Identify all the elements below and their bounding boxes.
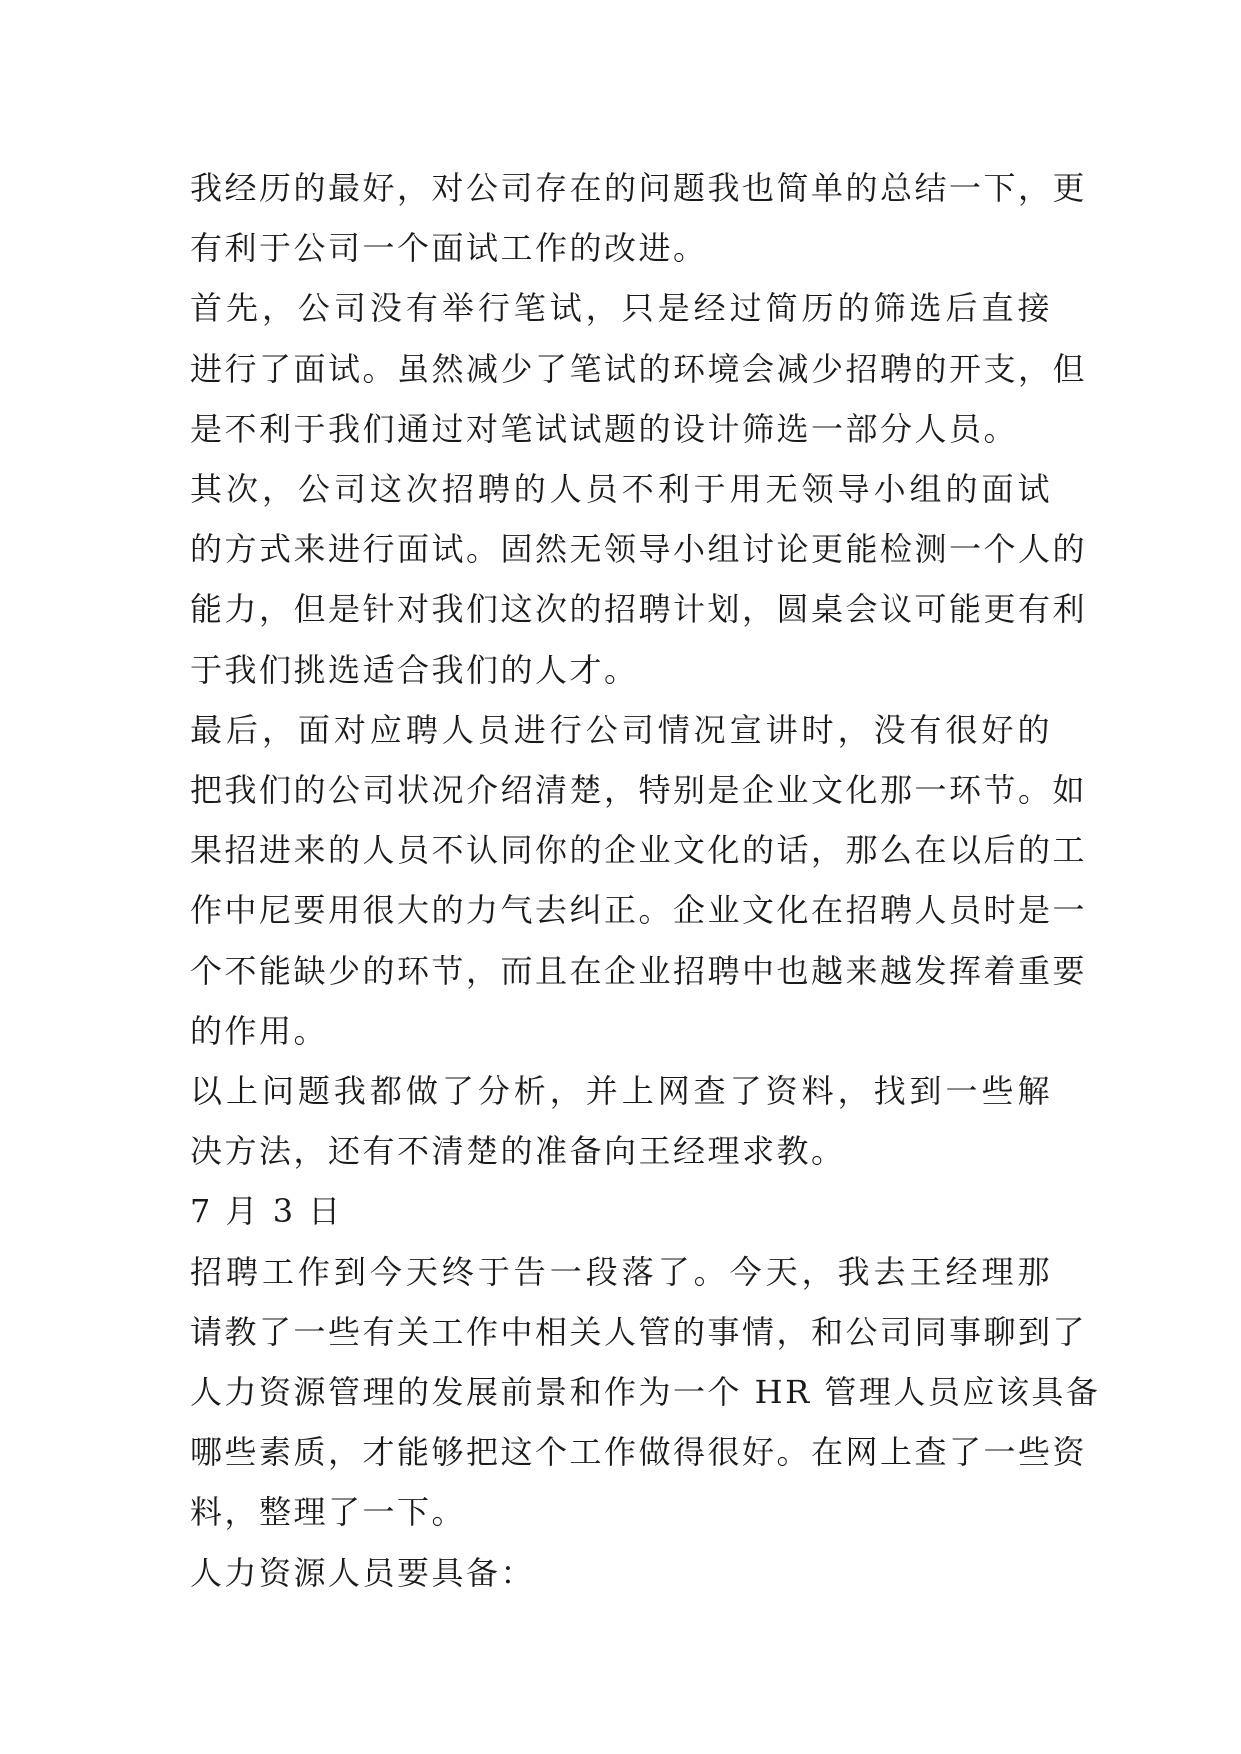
text-line: 作中尼要用很大的力气去纠正。企业文化在招聘人员时是一 <box>190 891 1088 930</box>
date-text: 7 月 3 日 <box>190 1192 343 1231</box>
text-line: 是不利于我们通过对笔试试题的设计筛选一部分人员。 <box>190 409 1019 448</box>
text-line: 把我们的公司状况介绍清楚，特别是企业文化那一环节。如 <box>190 771 1088 810</box>
text-line: 能力，但是针对我们这次的招聘计划，圆桌会议可能更有利 <box>190 590 1088 629</box>
text-line: 人力资源人员要具备： <box>190 1553 536 1592</box>
paragraph-5 <box>190 1061 1052 1181</box>
paragraph-7 <box>190 1543 1052 1603</box>
paragraph-3 <box>190 459 1088 700</box>
text-line: 哪些素质，才能够把这个工作做得很好。在网上查了一些资 <box>190 1433 1088 1472</box>
text-line: 有利于公司一个面试工作的改进。 <box>190 229 708 268</box>
text-line: 招聘工作到今天终于告一段落了。今天，我去王经理那 <box>190 1252 1052 1291</box>
text-line: 以上问题我都做了分析，并上网查了资料，找到一些解 <box>190 1072 1052 1111</box>
text-line: 最后，面对应聘人员进行公司情况宣讲时，没有很好的 <box>190 710 1052 749</box>
text-line: 其次，公司这次招聘的人员不利于用无领导小组的面试 <box>190 470 1052 509</box>
paragraph-4 <box>190 700 1088 1061</box>
text-line: 决方法，还有不清楚的准备向王经理求教。 <box>190 1132 846 1171</box>
paragraph-6 <box>190 1242 1101 1543</box>
paragraph-1 <box>190 158 1088 278</box>
text-line: 我经历的最好，对公司存在的问题我也简单的总结一下，更 <box>190 169 1088 207</box>
text-line: 于我们挑选适合我们的人才。 <box>190 650 639 689</box>
paragraph-2 <box>190 278 1088 459</box>
text-line: 个不能缺少的环节，而且在企业招聘中也越来越发挥着重要 <box>190 951 1088 990</box>
text-line: 请教了一些有关工作中相关人管的事情，和公司同事聊到了 <box>190 1312 1088 1351</box>
text-line: 的作用。 <box>190 1011 329 1050</box>
text-line: 人力资源管理的发展前景和作为一个 HR 管理人员应该具备 <box>190 1373 1101 1412</box>
text-line: 果招进来的人员不认同你的企业文化的话，那么在以后的工 <box>190 831 1088 870</box>
text-line: 进行了面试。虽然减少了笔试的环境会减少招聘的开支，但 <box>190 349 1088 388</box>
text-line: 首先，公司没有举行笔试，只是经过简历的筛选后直接 <box>190 289 1052 328</box>
document-body <box>190 158 1101 1603</box>
text-line: 的方式来进行面试。固然无领导小组讨论更能检测一个人的 <box>190 530 1088 569</box>
date-heading <box>190 1181 1052 1241</box>
text-line: 料，整理了一下。 <box>190 1493 467 1532</box>
